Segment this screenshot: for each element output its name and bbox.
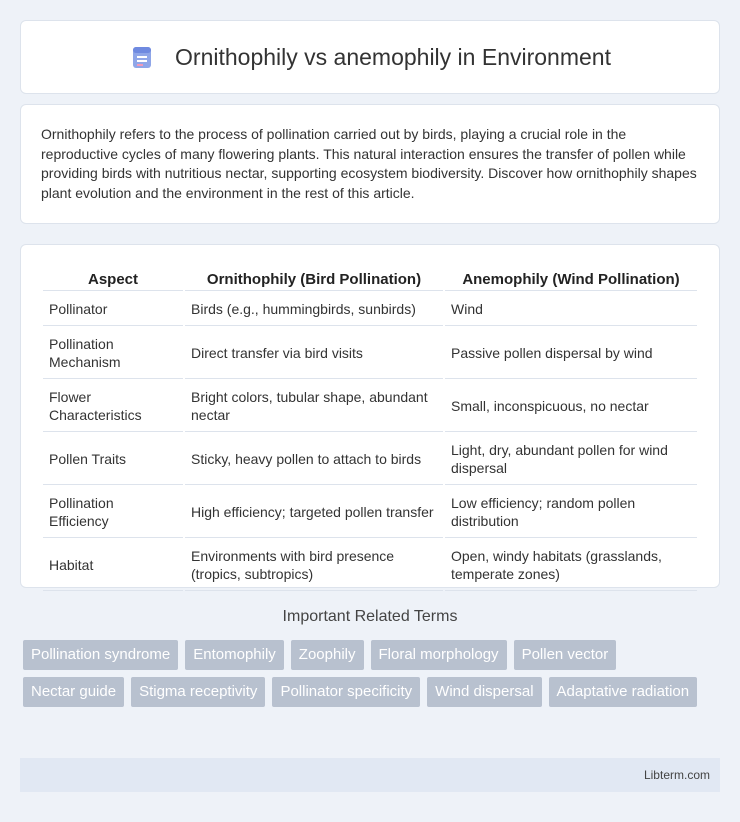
document-icon bbox=[129, 44, 155, 70]
table-cell: Direct transfer via bird visits bbox=[185, 328, 443, 379]
term-tag[interactable]: Pollinator specificity bbox=[272, 677, 420, 707]
table-cell: Pollination Efficiency bbox=[43, 487, 183, 538]
table-cell: Habitat bbox=[43, 540, 183, 591]
table-cell: Pollinator bbox=[43, 293, 183, 326]
term-tag[interactable]: Stigma receptivity bbox=[131, 677, 265, 707]
table-cell: Sticky, heavy pollen to attach to birds bbox=[185, 434, 443, 485]
comparison-table bbox=[41, 265, 699, 593]
table-row bbox=[43, 434, 697, 485]
table-cell: Small, inconspicuous, no nectar bbox=[445, 381, 697, 432]
term-tag[interactable]: Entomophily bbox=[185, 640, 284, 670]
column-header: Aspect bbox=[43, 267, 183, 291]
table-row bbox=[43, 540, 697, 591]
table-cell: Environments with bird presence (tropics, subtropics) bbox=[185, 540, 443, 591]
footer-site-link[interactable]: Libterm.com bbox=[643, 768, 710, 782]
table-cell: Bright colors, tubular shape, abundant nectar bbox=[185, 381, 443, 432]
table-row bbox=[43, 293, 697, 326]
table-cell: Flower Characteristics bbox=[43, 381, 183, 432]
header-card bbox=[20, 20, 720, 94]
table-cell: Pollen Traits bbox=[43, 434, 183, 485]
table-header-row bbox=[43, 267, 697, 291]
page-title: Ornithophily vs anemophily in Environment bbox=[175, 43, 611, 70]
table-cell: Low efficiency; random pollen distribution bbox=[445, 487, 697, 538]
related-terms-title: Important Related Terms bbox=[282, 608, 458, 625]
table-cell: Light, dry, abundant pollen for wind dispersal bbox=[445, 434, 697, 485]
term-tag[interactable]: Adaptative radiation bbox=[549, 677, 698, 707]
term-tag[interactable]: Nectar guide bbox=[23, 677, 124, 707]
related-terms-list bbox=[23, 640, 723, 714]
term-tag[interactable]: Wind dispersal bbox=[427, 677, 541, 707]
table-cell: Birds (e.g., hummingbirds, sunbirds) bbox=[185, 293, 443, 326]
term-tag[interactable]: Zoophily bbox=[291, 640, 364, 670]
table-cell: Open, windy habitats (grasslands, temperate zones) bbox=[445, 540, 697, 591]
intro-card bbox=[20, 104, 720, 224]
term-tag[interactable]: Pollination syndrome bbox=[23, 640, 178, 670]
table-cell: Wind bbox=[445, 293, 697, 326]
table-cell: High efficiency; targeted pollen transfer bbox=[185, 487, 443, 538]
table-row bbox=[43, 328, 697, 379]
table-cell: Pollination Mechanism bbox=[43, 328, 183, 379]
term-tag[interactable]: Floral morphology bbox=[371, 640, 507, 670]
table-row bbox=[43, 381, 697, 432]
footer bbox=[20, 758, 720, 792]
column-header: Ornithophily (Bird Pollination) bbox=[185, 267, 443, 291]
column-header: Anemophily (Wind Pollination) bbox=[445, 267, 697, 291]
term-tag[interactable]: Pollen vector bbox=[514, 640, 617, 670]
table-cell: Passive pollen dispersal by wind bbox=[445, 328, 697, 379]
comparison-card bbox=[20, 244, 720, 588]
intro-text: Ornithophily refers to the process of pollination carried out by birds, playing a crucial role in the reproductive cycles of many flowering plants. This natural interaction ensures the transfer of pollen while providing birds with nutritious nectar, supporting ecosystem biodiversity. Discover how ornithophily shapes plant evolution and the environment in the rest of this article. bbox=[41, 126, 697, 201]
table-row bbox=[43, 487, 697, 538]
